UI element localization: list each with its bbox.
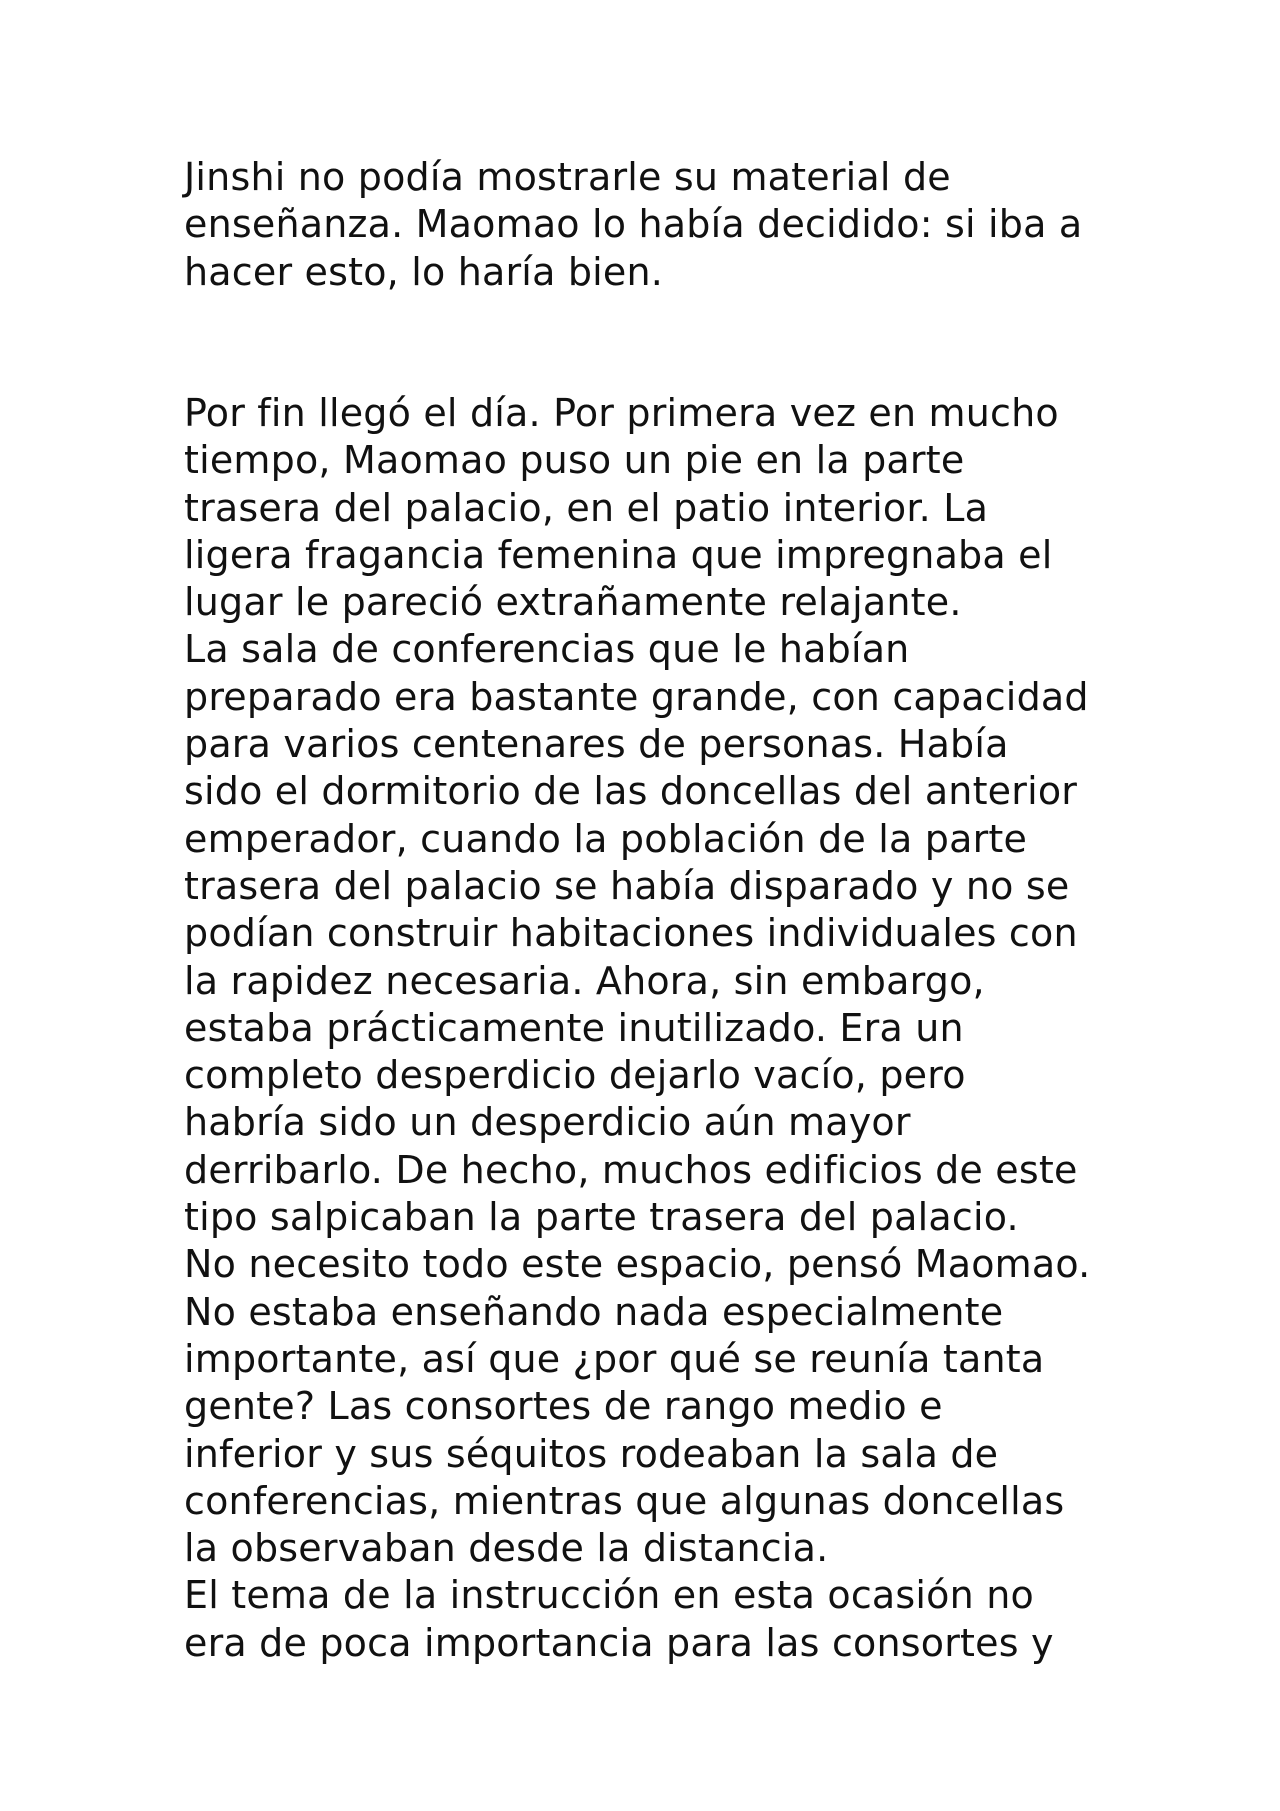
text-line: era de poca importancia para las consortes y — [184, 1620, 1054, 1665]
text-line: la observaban desde la distancia. — [184, 1526, 829, 1571]
text-line: hacer esto, lo haría bien. — [184, 249, 664, 294]
text-line: estaba prácticamente inutilizado. Era un — [184, 1005, 964, 1050]
paragraph-intro — [184, 154, 1124, 296]
text-line: inferior y sus séquitos rodeaban la sala de — [184, 1431, 999, 1476]
text-line: la rapidez necesaria. Ahora, sin embargo, — [184, 958, 985, 1003]
text-line: trasera del palacio se había disparado y no se — [184, 863, 1070, 908]
text-line: completo desperdicio dejarlo vacío, pero — [184, 1053, 966, 1098]
paragraph-main — [184, 390, 1124, 1667]
text-line: La sala de conferencias que le habían — [184, 627, 910, 672]
text-line: El tema de la instrucción en esta ocasión no — [184, 1573, 1034, 1618]
text-line: Por fin llegó el día. Por primera vez en mucho — [184, 391, 1059, 435]
text-line: No necesito todo este espacio, pensó Maomao. — [184, 1242, 1091, 1287]
text-line: podían construir habitaciones individuales con — [184, 911, 1078, 956]
text-line: habría sido un desperdicio aún mayor — [184, 1100, 911, 1145]
text-line: tipo salpicaban la parte trasera del palacio. — [184, 1195, 1019, 1240]
text-line: emperador, cuando la población de la parte — [184, 816, 1028, 861]
text-line: gente? Las consortes de rango medio e — [184, 1384, 943, 1429]
text-line: Jinshi no podía mostrarle su material de — [184, 155, 951, 199]
text-line: para varios centenares de personas. Había — [184, 722, 1009, 767]
text-line: importante, así que ¿por qué se reunía tanta — [184, 1336, 1045, 1381]
text-line: conferencias, mientras que algunas doncellas — [184, 1478, 1065, 1523]
text-line: preparado era bastante grande, con capacidad — [184, 674, 1089, 719]
text-line: enseñanza. Maomao lo había decidido: si iba a — [184, 202, 1083, 247]
text-line: trasera del palacio, en el patio interior. La — [184, 485, 989, 530]
text-line: tiempo, Maomao puso un pie en la parte — [184, 438, 965, 483]
text-line: No estaba enseñando nada especialmente — [184, 1289, 1004, 1334]
text-line: ligera fragancia femenina que impregnaba el — [184, 532, 1053, 577]
text-line: derribarlo. De hecho, muchos edificios de este — [184, 1147, 1078, 1192]
text-line: sido el dormitorio de las doncellas del anterior — [184, 769, 1078, 814]
text-line: lugar le pareció extrañamente relajante. — [184, 580, 962, 625]
